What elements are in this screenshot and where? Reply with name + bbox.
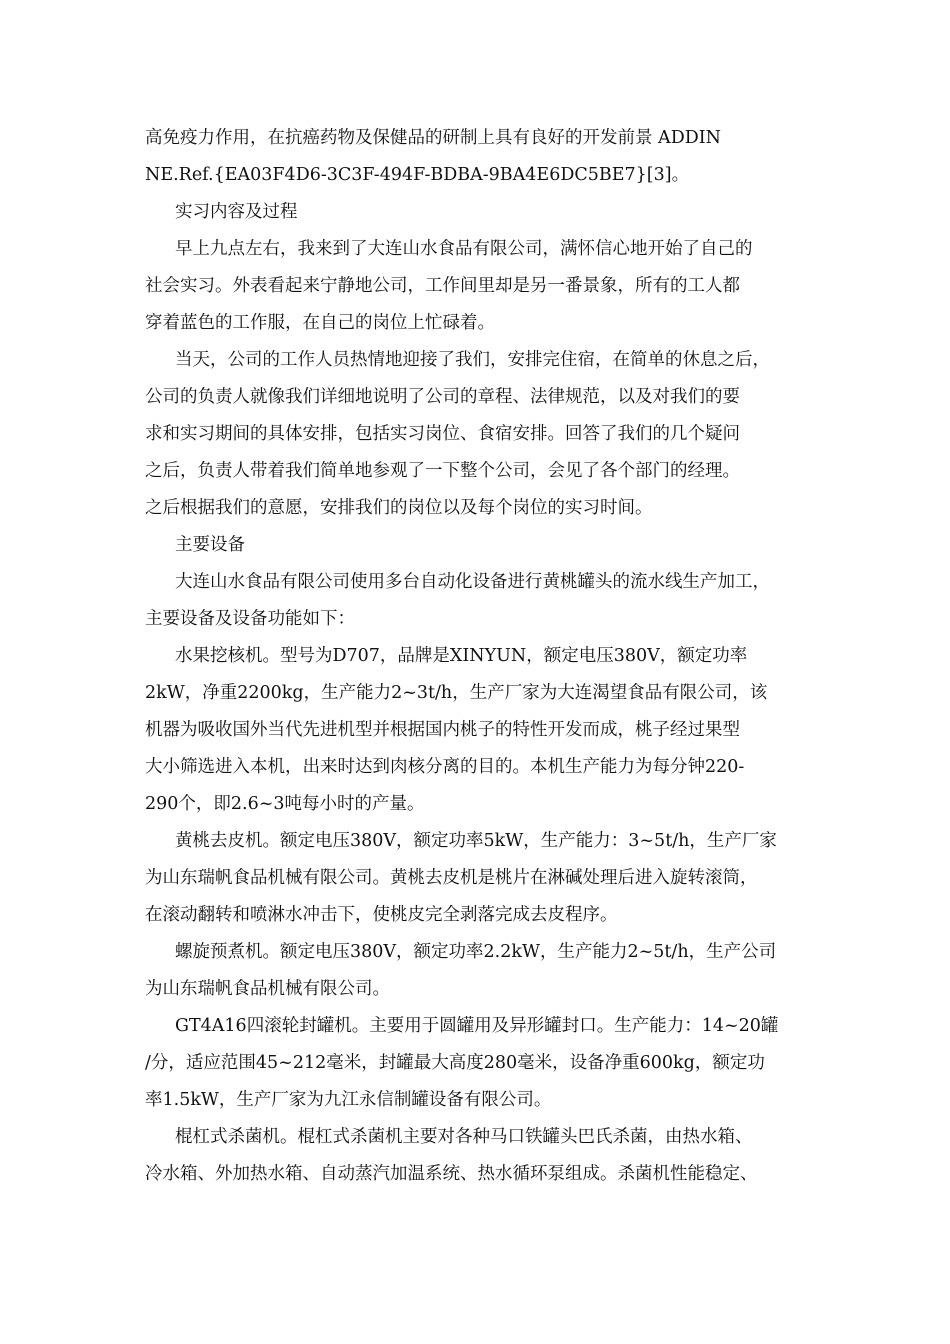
text-line: 螺旋预煮机。额定电压380V，额定功率2.2kW，生产能力2~5t/h，生产公司	[175, 942, 777, 962]
text-line: 求和实习期间的具体安排，包括实习岗位、食宿安排。回答了我们的几个疑问	[145, 424, 740, 444]
text-line: 率1.5kW，生产厂家为九江永信制罐设备有限公司。	[145, 1090, 552, 1110]
text-line: 水果挖核机。型号为D707，品牌是XINYUN，额定电压380V，额定功率	[175, 646, 748, 666]
text-line: 黄桃去皮机。额定电压380V，额定功率5kW，生产能力：3~5t/h，生产厂家	[175, 831, 777, 851]
text-line: 大连山水食品有限公司使用多台自动化设备进行黄桃罐头的流水线生产加工，	[175, 572, 770, 592]
text-line: 高免疫力作用，在抗癌药物及保健品的研制上具有良好的开发前景 ADDIN	[145, 128, 721, 148]
text-line: 之后根据我们的意愿，安排我们的岗位以及每个岗位的实习时间。	[145, 498, 653, 518]
section-heading: 实习内容及过程	[175, 202, 298, 222]
text-line: 主要设备及设备功能如下：	[145, 609, 355, 629]
text-line: 为山东瑞帆食品机械有限公司。黄桃去皮机是桃片在淋碱处理后进入旋转滚筒，	[145, 868, 758, 888]
text-line: 在滚动翻转和喷淋水冲击下，使桃皮完全剥落完成去皮程序。	[145, 905, 618, 925]
text-line: 当天，公司的工作人员热情地迎接了我们，安排完住宿，在简单的休息之后，	[175, 350, 770, 370]
text-line: 棍杠式杀菌机。棍杠式杀菌机主要对各种马口铁罐头巴氏杀菌，由热水箱、	[175, 1127, 753, 1147]
text-line: 冷水箱、外加热水箱、自动蒸汽加温系统、热水循环泵组成。杀菌机性能稳定、	[145, 1164, 758, 1184]
text-line: GT4A16四滚轮封罐机。主要用于圆罐用及异形罐封口。生产能力：14~20罐	[175, 1016, 779, 1036]
text-line: 早上九点左右，我来到了大连山水食品有限公司，满怀信心地开始了自己的	[175, 239, 753, 259]
text-line: 穿着蓝色的工作服，在自己的岗位上忙碌着。	[145, 313, 495, 333]
text-line: 社会实习。外表看起来宁静地公司，工作间里却是另一番景象，所有的工人都	[145, 276, 740, 296]
text-line: /分，适应范围45~212毫米，封罐最大高度280毫米，设备净重600kg，额定功	[145, 1053, 765, 1073]
body-text	[145, 120, 810, 1193]
text-line: 290个，即2.6~3吨每小时的产量。	[145, 794, 425, 814]
text-line: NE.Ref.{EA03F4D6-3C3F-494F-BDBA-9BA4E6DC5BE7}[3]。	[145, 165, 690, 185]
section-heading: 主要设备	[175, 535, 245, 555]
text-line: 之后，负责人带着我们简单地参观了一下整个公司，会见了各个部门的经理。	[145, 461, 740, 481]
text-line: 大小筛选进入本机，出来时达到肉核分离的目的。本机生产能力为每分钟220-	[145, 757, 745, 777]
text-line: 公司的负责人就像我们详细地说明了公司的章程、法律规范，以及对我们的要	[145, 387, 740, 407]
text-line: 为山东瑞帆食品机械有限公司。	[145, 979, 390, 999]
text-line: 机器为吸收国外当代先进机型并根据国内桃子的特性开发而成，桃子经过果型	[145, 720, 740, 740]
text-line: 2kW，净重2200kg，生产能力2~3t/h，生产厂家为大连渴望食品有限公司，该	[145, 683, 768, 703]
